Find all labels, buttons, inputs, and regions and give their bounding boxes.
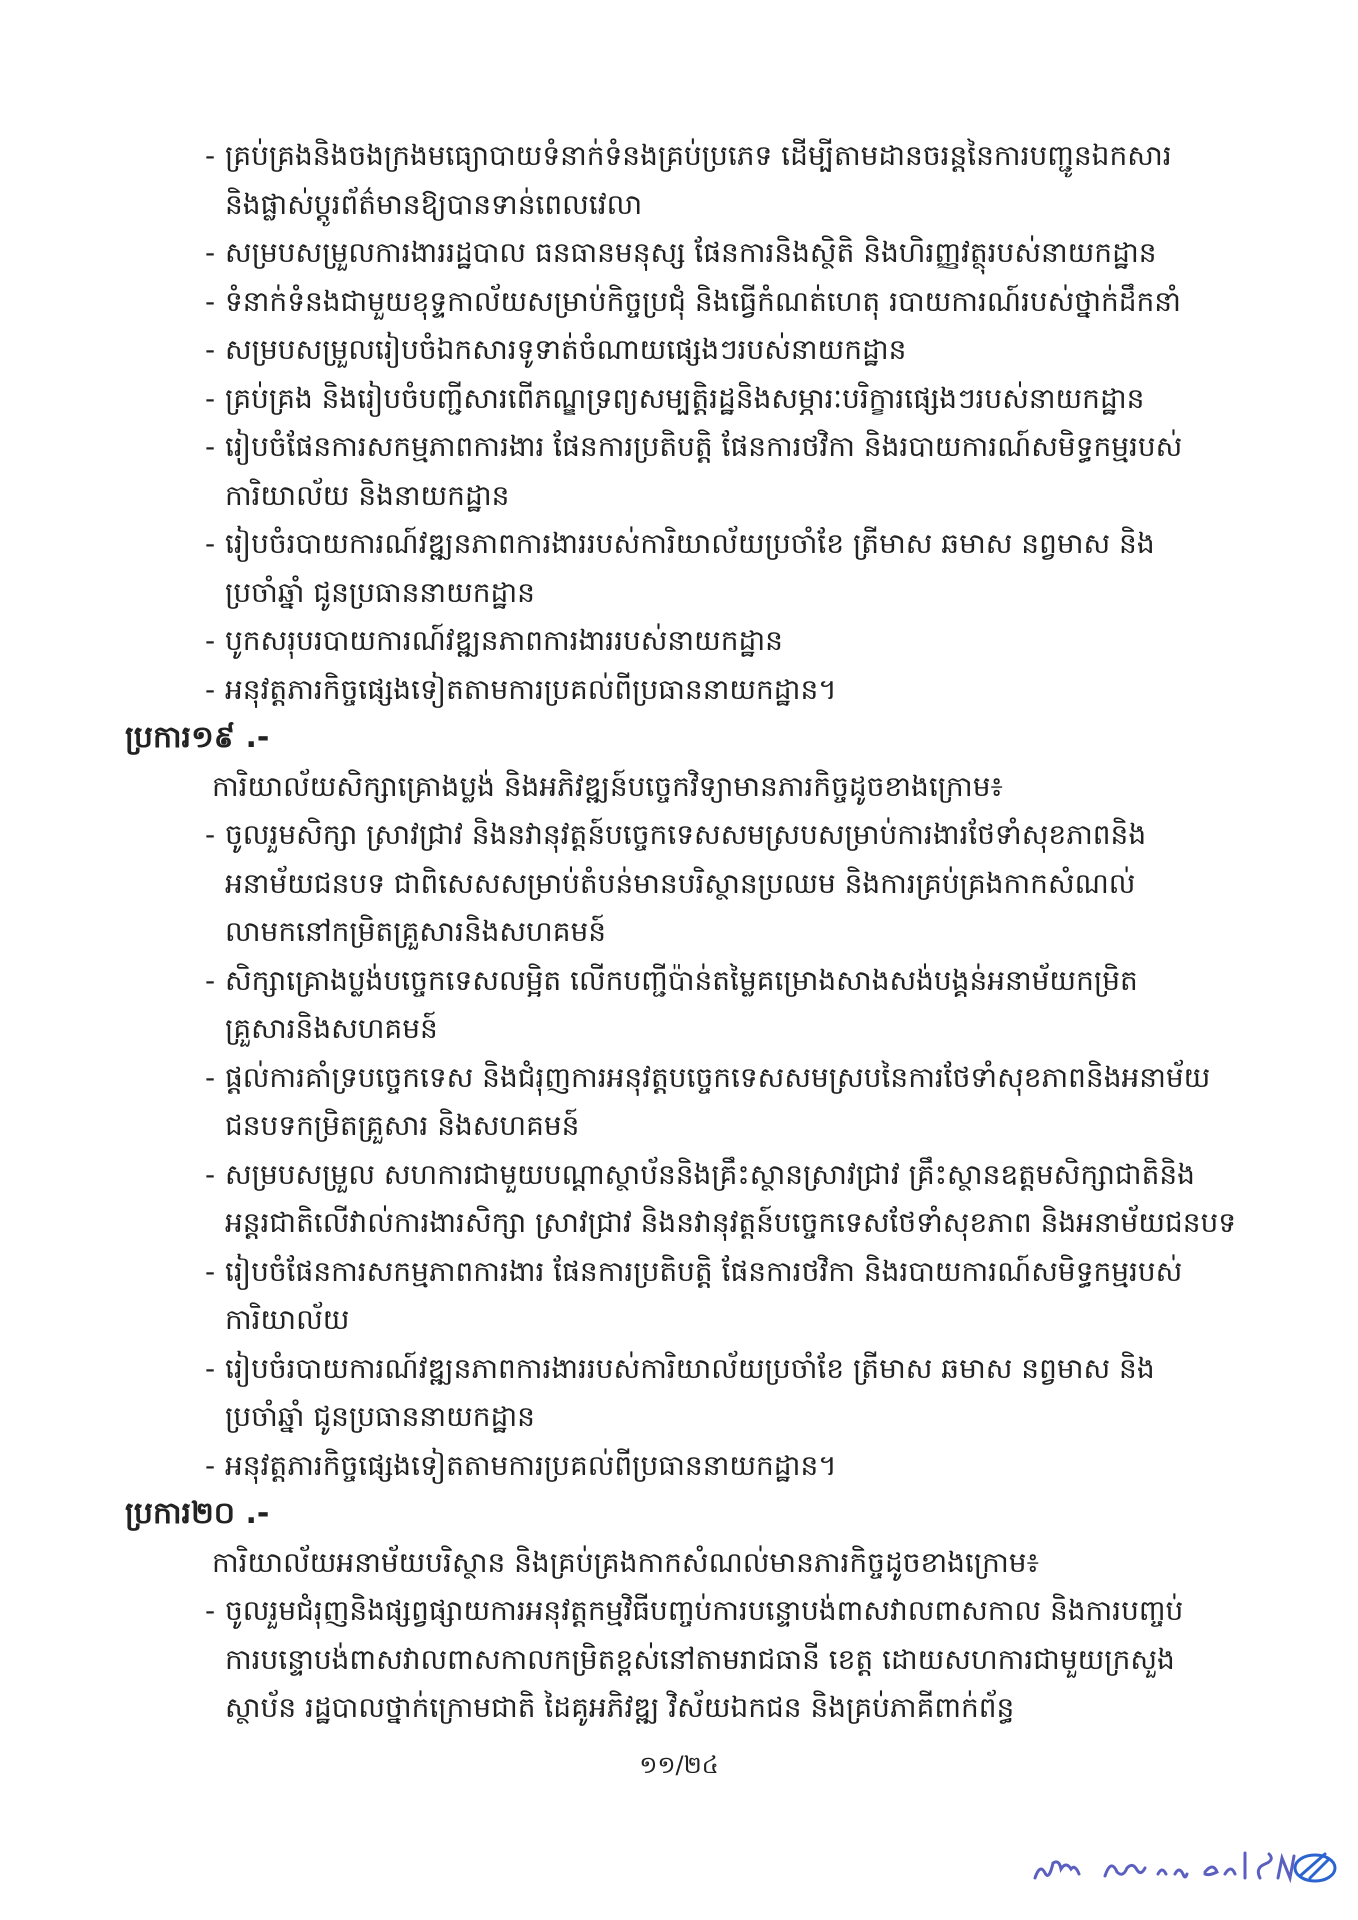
bullet-dash: -: [205, 381, 216, 415]
bullet-dash: -: [205, 818, 216, 851]
list-item-continuation: ជនបទកម្រិតគ្រួសារ និងសហគមន៍: [225, 1109, 580, 1142]
list-item: [0, 520, 1358, 569]
list-item: [0, 617, 1358, 666]
document-body: [0, 132, 1358, 1733]
list-item-text: គ្រប់គ្រង និងរៀបចំបញ្ជីសារពើភណ្ឌទ្រព្យសម្បត្តិរដ្ឋនិងសម្ភារៈបរិក្ខារផ្សេងៗរបស់នាយកដ្ឋាន: [225, 381, 1145, 415]
list-item: [0, 811, 1358, 860]
list-item-text: ទំនាក់ទំនងជាមួយខុទ្ទកាល័យសម្រាប់កិច្ចប្រជុំ និងធ្វើកំណត់ហេតុ របាយការណ៍របស់ថ្នាក់ដឹកនាំ: [225, 284, 1181, 318]
list-item-continuation: អនាម័យជនបទ ជាពិសេសសម្រាប់តំបន់មានបរិស្ថានប្រឈម និងការគ្រប់គ្រងកាកសំណល់: [225, 866, 1136, 900]
list-item-continuation: គ្រួសារនិងសហគមន៍: [225, 1012, 438, 1045]
list-item-text: រៀបចំផែនការសកម្មភាពការងារ ផែនការប្រតិបត្តិ ផែនការថវិកា និងរបាយការណ៍សមិទ្ធកម្មរបស់: [225, 1254, 1183, 1288]
list-item-continuation: ការិយាល័យ: [225, 1303, 350, 1336]
list-item-text: អនុវត្តភារកិច្ចផ្សេងទៀតតាមការប្រគល់ពីប្រធាននាយកដ្ឋាន។: [225, 1448, 837, 1482]
bullet-dash: -: [205, 1448, 216, 1482]
bullet-dash: -: [205, 1254, 216, 1288]
article-intro: ការិយាល័យអនាម័យបរិស្ថាន និងគ្រប់គ្រងកាកសំណល់មានភារកិច្ចដូចខាងក្រោម៖: [212, 1545, 1039, 1579]
bullet-dash: -: [205, 236, 216, 269]
list-item-continuation: អន្តរជាតិលើវាល់ការងារសិក្សា ស្រាវជ្រាវ និងនវានុវត្តន៍បច្ចេកទេសថែទាំសុខភាព និងអនាម័យជនបទ: [225, 1206, 1237, 1239]
list-item: [0, 1248, 1358, 1297]
list-item-continuation: ការបន្ទោបង់ពាសវាលពាសកាលកម្រិតខ្ពស់នៅតាមរាជធានី ខេត្ត ដោយសហការជាមួយក្រសួង: [225, 1642, 1175, 1676]
list-item: [0, 666, 1358, 715]
article-heading: ប្រការ២០ .-: [125, 1496, 270, 1531]
bullet-dash: -: [205, 284, 216, 318]
list-item: [0, 1345, 1358, 1394]
list-item: [0, 1442, 1358, 1491]
bullet-dash: -: [205, 963, 216, 997]
bullet-dash: -: [205, 624, 216, 657]
list-item: [0, 1587, 1358, 1636]
list-item: [0, 278, 1358, 327]
list-item-continuation: ប្រចាំឆ្នាំ ជូនប្រធាននាយកដ្ឋាន: [225, 1400, 535, 1433]
bullet-dash: -: [205, 430, 216, 463]
bullet-dash: -: [205, 139, 216, 172]
list-item: [0, 229, 1358, 278]
article-heading: ប្រការ១៩ .-: [125, 720, 270, 755]
list-item-continuation: ការិយាល័យ និងនាយកដ្ឋាន: [225, 478, 510, 512]
list-item-text: រៀបចំផែនការសកម្មភាពការងារ ផែនការប្រតិបត្តិ ផែនការថវិកា និងរបាយការណ៍សមិទ្ធកម្មរបស់: [225, 430, 1183, 463]
list-item-text: បូកសរុបរបាយការណ៍វឌ្ឍនភាពការងាររបស់នាយកដ្ឋាន: [225, 624, 783, 657]
list-item-continuation: លាមកនៅកម្រិតគ្រួសារនិងសហគមន៍: [225, 915, 607, 948]
list-item: [0, 375, 1358, 424]
bullet-dash: -: [205, 1351, 216, 1385]
list-item: [0, 1151, 1358, 1200]
bullet-dash: -: [205, 1060, 216, 1094]
list-item-continuation: និងផ្លាស់ប្តូរព័ត៌មានឱ្យបានទាន់ពេលវេលា: [225, 187, 643, 221]
list-item-text: ផ្តល់ការគាំទ្របច្ចេកទេស និងជំរុញការអនុវត្តបច្ចេកទេសសមស្របនៃការថែទាំសុខភាពនិងអនាម័យ: [225, 1060, 1211, 1094]
article-intro: ការិយាល័យសិក្សាគ្រោងប្លង់ និងអភិវឌ្ឍន៍បច្ចេកវិទ្យាមានភារកិច្ចដូចខាងក្រោម៖: [212, 769, 1003, 803]
bullet-dash: -: [205, 333, 216, 366]
page-number: ១១/២៤: [639, 1751, 719, 1779]
bullet-dash: -: [205, 1594, 216, 1627]
list-item: [0, 423, 1358, 472]
list-item: [0, 326, 1358, 375]
list-item-text: គ្រប់គ្រងនិងចងក្រងមធ្យោបាយទំនាក់ទំនងគ្រប់ប្រភេទ ដើម្បីតាមដានចរន្តនៃការបញ្ជូនឯកសារ: [225, 139, 1172, 172]
list-item-text: រៀបចំរបាយការណ៍វឌ្ឍនភាពការងាររបស់ការិយាល័យប្រចាំខែ ត្រីមាស ឆមាស នព្វមាស និង: [225, 527, 1155, 560]
bullet-dash: -: [205, 527, 216, 560]
list-item-text: សម្របសម្រួល សហការជាមួយបណ្តាស្ថាប័ននិងគ្រឹះស្ថានស្រាវជ្រាវ គ្រឹះស្ថានឧត្តមសិក្សាជាតិនិង: [225, 1157, 1195, 1191]
list-item-continuation: ប្រចាំឆ្នាំ ជូនប្រធាននាយកដ្ឋាន: [225, 575, 535, 609]
list-item-text: អនុវត្តភារកិច្ចផ្សេងទៀតតាមការប្រគល់ពីប្រធាននាយកដ្ឋាន។: [225, 672, 837, 706]
bullet-dash: -: [205, 1157, 216, 1191]
list-item-text: សម្របសម្រួលការងាររដ្ឋបាល ធនធានមនុស្ស ផែនការនិងស្ថិតិ និងហិរញ្ញវត្ថុរបស់នាយកដ្ឋាន: [225, 236, 1157, 269]
list-item-text: រៀបចំរបាយការណ៍វឌ្ឍនភាពការងាររបស់ការិយាល័យប្រចាំខែ ត្រីមាស ឆមាស នព្វមាស និង: [225, 1351, 1155, 1385]
list-item-text: សិក្សាគ្រោងប្លង់បច្ចេកទេសលម្អិត លើកបញ្ជីប៉ាន់តម្លៃគម្រោងសាងសង់បង្គន់អនាម័យកម្រិត: [225, 963, 1138, 997]
signature-initials: [1030, 1838, 1340, 1888]
list-item-text: ចូលរួមជំរុញនិងផ្សព្វផ្សាយការអនុវត្តកម្មវិធីបញ្ចប់ការបន្ទោបង់ពាសវាលពាសកាល និងការបញ្ចប់: [225, 1594, 1184, 1627]
list-item: [0, 132, 1358, 181]
bullet-dash: -: [205, 672, 216, 706]
list-item-text: សម្របសម្រួលរៀបចំឯកសារទូទាត់ចំណាយផ្សេងៗរបស់នាយកដ្ឋាន: [225, 333, 907, 366]
list-item: [0, 957, 1358, 1006]
list-item: [0, 1054, 1358, 1103]
list-item-continuation: ស្ថាប័ន រដ្ឋបាលថ្នាក់ក្រោមជាតិ ដៃគូអភិវឌ្ឍ វិស័យឯកជន និងគ្រប់ភាគីពាក់ព័ន្ធ: [225, 1691, 1015, 1724]
list-item-text: ចូលរួមសិក្សា ស្រាវជ្រាវ និងនវានុវត្តន៍បច្ចេកទេសសមស្របសម្រាប់ការងារថែទាំសុខភាពនិង: [225, 818, 1147, 851]
